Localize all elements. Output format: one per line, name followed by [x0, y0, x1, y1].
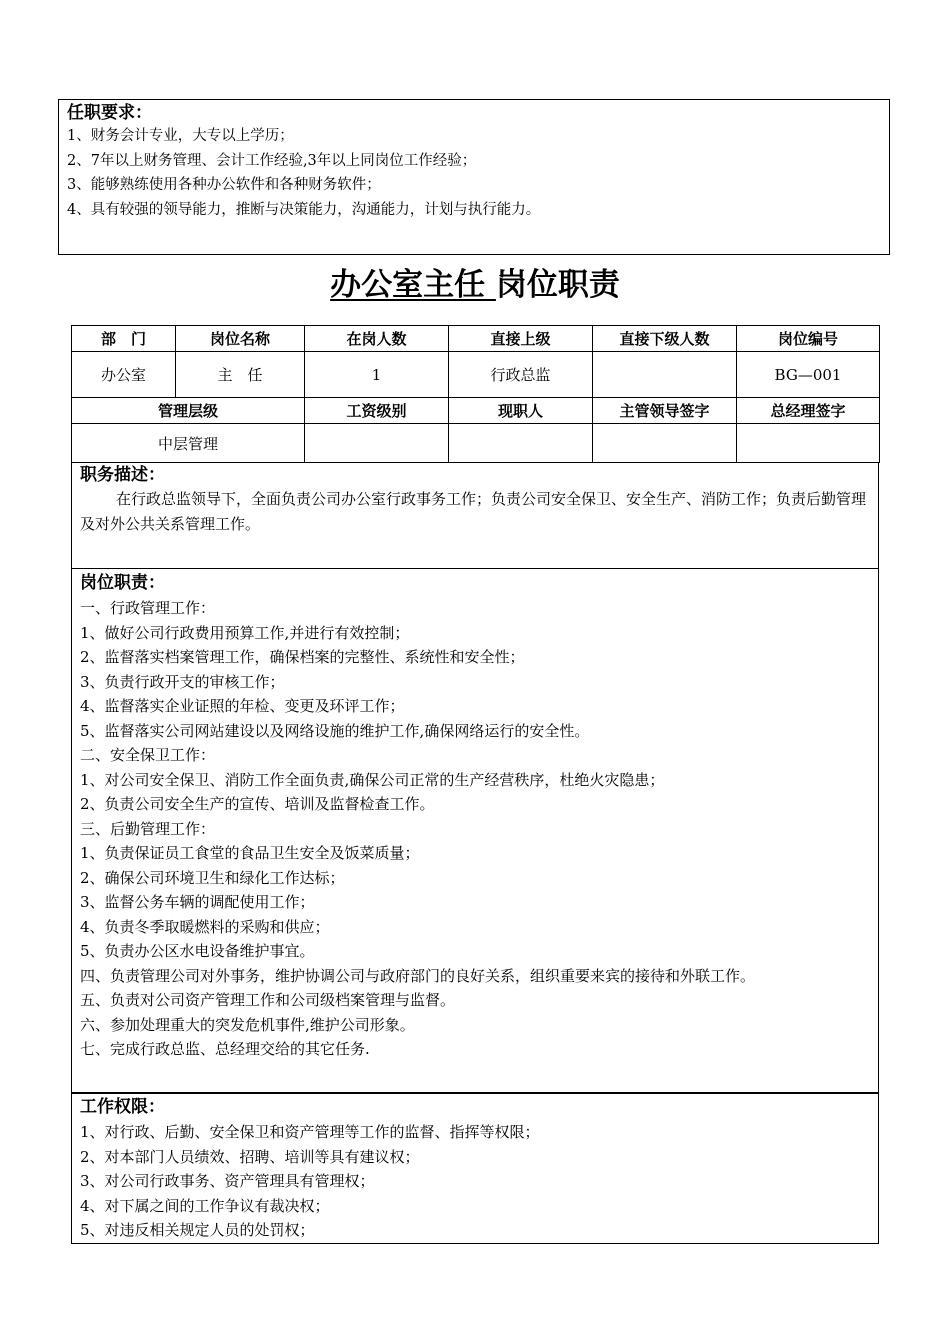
requirement-item: 3、能够熟练使用各种办公软件和各种财务软件； [67, 177, 381, 194]
value-incumbent [449, 424, 593, 463]
value-subordinates [593, 352, 737, 398]
requirement-item: 2、7年以上财务管理、会计工作经验,3年以上同岗位工作经验； [67, 152, 477, 169]
header-position: 岗位名称 [176, 326, 305, 352]
duty-line: 5、负责办公区水电设备维护事宜。 [80, 942, 315, 960]
value-salary-grade [305, 424, 449, 463]
duty-line: 二、安全保卫工作： [80, 746, 216, 764]
authority-line: 2、对本部门人员绩效、招聘、培训等具有建议权； [80, 1147, 420, 1166]
header-incumbent: 现职人 [449, 398, 593, 424]
duties-section [71, 569, 879, 1093]
value-supervisor: 行政总监 [449, 352, 593, 398]
duty-line-wrapped: 四、负责管理公司对外事务，维护协调公司与政府部门的良好关系，组织重要来宾的接待和外联工作。 [80, 966, 756, 985]
page-title [0, 258, 950, 312]
duty-line: 一、行政管理工作： [80, 599, 216, 617]
header-position-code: 岗位编号 [737, 326, 880, 352]
authority-line: 3、对公司行政事务、资产管理具有管理权； [80, 1172, 375, 1190]
requirement-item: 4、具有较强的领导能力，推断与决策能力，沟通能力，计划与执行能力。 [67, 201, 541, 218]
duty-line: 3、监督公务车辆的调配使用工作； [80, 893, 315, 911]
duty-line: 4、监督落实企业证照的年检、变更及环评工作； [80, 697, 405, 715]
value-gm-signature [737, 424, 880, 463]
requirement-item: 1、财务会计专业，大专以上学历； [67, 128, 294, 144]
header-headcount: 在岗人数 [305, 326, 449, 352]
authority-section [71, 1093, 879, 1244]
requirements-heading: 任职要求： [67, 103, 152, 123]
duty-line: 3、负责行政开支的审核工作； [80, 672, 285, 691]
header-supervisor: 直接上级 [449, 326, 593, 352]
duty-line: 三、后勤管理工作： [80, 819, 216, 838]
value-position: 主 任 [176, 352, 305, 398]
duty-line: 1、负责保证员工食堂的食品卫生安全及饭菜质量； [80, 844, 420, 862]
authority-line: 5、对违反相关规定人员的处罚权； [80, 1221, 315, 1239]
header-manager-signature: 主管领导签字 [593, 398, 737, 424]
value-department: 办公室 [72, 352, 176, 398]
info-table [71, 325, 880, 463]
value-manager-signature [593, 424, 737, 463]
header-management-level: 管理层级 [72, 398, 305, 424]
duty-line: 5、监督落实公司网站建设以及网络设施的维护工作,确保网络运行的安全性。 [80, 721, 590, 740]
value-headcount: 1 [305, 352, 449, 398]
value-position-code: BG—001 [737, 352, 880, 398]
duty-line: 2、负责公司安全生产的宣传、培训及监督检查工作。 [80, 795, 435, 813]
header-subordinates: 直接下级人数 [593, 326, 737, 352]
header-department: 部 门 [72, 326, 176, 352]
job-description-heading: 职务描述： [80, 465, 165, 485]
header-gm-signature: 总经理签字 [737, 398, 880, 424]
authority-line: 1、对行政、后勤、安全保卫和资产管理等工作的监督、指挥等权限； [80, 1123, 540, 1141]
job-description-text: 在行政总监领导下，全面负责公司办公室行政事务工作；负责公司安全保卫、安全生产、消防工作；负责后勤管理及对外公共关系管理工作。 [80, 490, 867, 533]
requirements-box [58, 99, 890, 255]
authority-heading: 工作权限： [80, 1097, 165, 1117]
authority-line: 4、对下属之间的工作争议有裁决权； [80, 1196, 330, 1215]
title-part-2: 岗位职责 [495, 267, 620, 303]
value-management-level: 中层管理 [72, 424, 305, 463]
title-part-1: 办公室主任 [330, 267, 496, 303]
duty-line: 2、确保公司环境卫生和绿化工作达标； [80, 868, 345, 887]
duty-line: 六、参加处理重大的突发危机事件,维护公司形象。 [80, 1015, 415, 1034]
header-salary-grade: 工资级别 [305, 398, 449, 424]
duty-line: 七、完成行政总监、总经理交给的其它任务. [80, 1040, 370, 1058]
duty-line: 1、对公司安全保卫、消防工作全面负责,确保公司正常的生产经营秩序，杜绝火灾隐患； [80, 770, 665, 789]
duty-line: 五、负责对公司资产管理工作和公司级档案管理与监督。 [80, 991, 456, 1009]
duty-line: 4、负责冬季取暖燃料的采购和供应； [80, 917, 330, 936]
job-description-section [71, 462, 879, 569]
duty-line: 2、监督落实档案管理工作，确保档案的完整性、系统性和安全性； [80, 648, 525, 666]
duty-line: 1、做好公司行政费用预算工作,并进行有效控制； [80, 623, 410, 642]
duties-heading: 岗位职责： [80, 573, 165, 593]
